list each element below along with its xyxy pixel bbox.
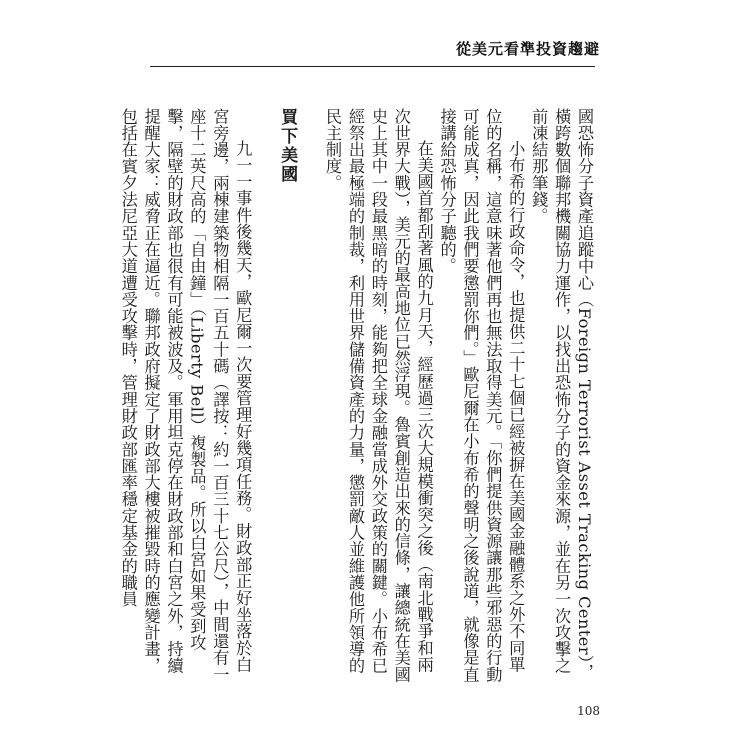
running-head: 從美元看準投資趨避	[455, 40, 600, 58]
paragraph: 九一一事件後幾天，歐尼爾一次要管理好幾項任務。財政部正好坐落於白宮旁邊，兩棟建築物相隔一百五十碼（譯按：約一百三十七公尺），中間還有一座十二英尺高的「自由鐘」（Liberty Bell）複製品。所以白宮如果受到攻擊，隔壁的財政部也很有可能被波及。軍用坦克停在財政部和白宮之外，持續提醒大家：威脅正在逼近。聯邦政府擬定了財政部大樓被摧毀時的應變計畫，包括在賓夕法尼亞大道遭受攻擊時，管理財政部匯率穩定基金的職員	[118, 108, 253, 683]
paragraph: 小布希的行政命令，也提供二十七個已經被摒在美國金融體系之外不同單位的名稱，這意味著他們再也無法取得美元。「你們提供資源讓那些邪惡的行動可能成真，因此我們要懲罰你們。」歐尼爾在小布希的聲明之後說道，就像是直接講給恐怖分子聽的。	[437, 108, 526, 683]
page-number: 108	[577, 704, 600, 718]
section-heading: 買下美國	[277, 108, 298, 184]
section-gap	[298, 108, 320, 683]
paragraph-continued: 國恐怖分子資產追蹤中心（Foreign Terrorist Asset Tracking Center），橫跨數個聯邦機關協力運作，以找出恐怖分子的資金來源，並在另一次攻擊之前凍結那筆錢。	[529, 108, 594, 681]
header-rule	[150, 66, 595, 67]
paragraph: 在美國首都刮著風的九月天，經歷過三次大規模衝突之後（南北戰爭和兩次世界大戰），美元的最高地位已然浮現。魯賓創造出來的信條，讓總統在美國史上其中一段最黑暗的時刻，能夠把全球金融當成外交政策的關鍵。小布希已經祭出最極端的制裁，利用世界儲備資產的力量，懲罰敵人並維護他所領導的民主制度。	[323, 108, 434, 683]
vertical-text-block	[118, 108, 595, 683]
